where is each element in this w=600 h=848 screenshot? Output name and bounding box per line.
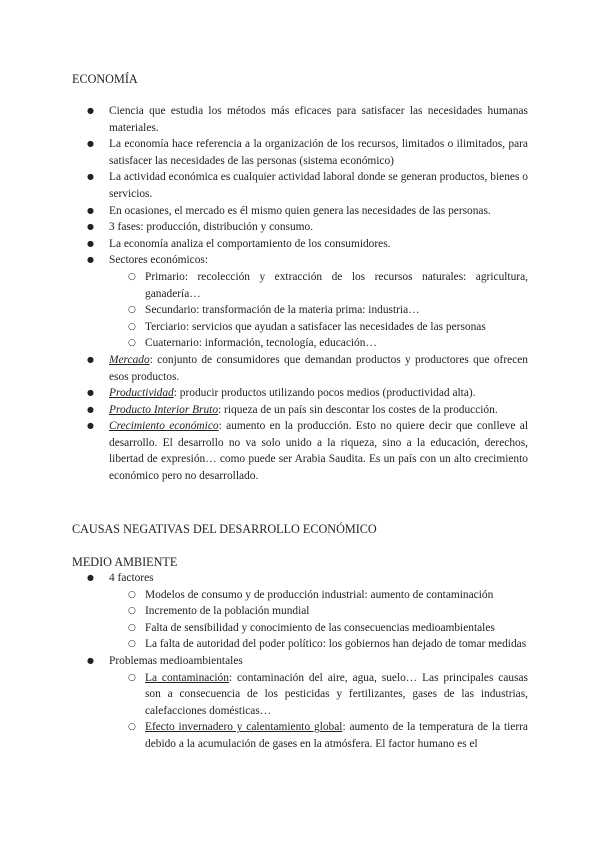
term-pib: Producto Interior Bruto xyxy=(109,403,219,416)
sub-list-item: ○ Incremento de la población mundial xyxy=(109,603,528,620)
sub-list-item-efecto-invernadero xyxy=(109,719,528,752)
sub-list-item: ○ La falta de autoridad del poder político: los gobiernos han dejado de tomar medidas xyxy=(109,636,528,653)
sub-list-item-contaminacion xyxy=(109,670,528,720)
list-item-factores xyxy=(72,570,528,653)
economia-list xyxy=(72,103,528,485)
list-item: ● La economía hace referencia a la organización de los recursos, limitados o ilimitados, para satisfacer las necesidades de las personas (sistema económico) xyxy=(72,136,528,169)
section-heading-economia: ECONOMÍA xyxy=(72,72,138,86)
problemas-label: Problemas medioambientales xyxy=(109,654,243,667)
factores-label: 4 factores xyxy=(109,572,154,584)
term-mercado: Mercado xyxy=(109,353,150,366)
list-item: ● La actividad económica es cualquier actividad laboral donde se generan productos, bienes o servicios. xyxy=(72,169,528,202)
sub-list-item: ○ Terciario: servicios que ayudan a satisfacer las necesidades de las personas xyxy=(109,319,528,336)
definition-item-crecimiento xyxy=(72,418,528,484)
sub-list-item: ○ Cuaternario: información, tecnología, educación… xyxy=(109,335,528,352)
definition-item-mercado xyxy=(72,352,528,385)
list-item: ● Ciencia que estudia los métodos más eficaces para satisfacer las necesidades humanas materiales. xyxy=(72,103,528,136)
definition-item-productividad xyxy=(72,385,528,402)
list-item-sectores xyxy=(72,252,528,352)
subheading-medio-ambiente: MEDIO AMBIENTE xyxy=(72,555,178,569)
list-item-problemas xyxy=(72,653,528,753)
definition-text: : producir productos utilizando pocos medios (productividad alta). xyxy=(173,387,476,400)
definition-text: : conjunto de consumidores que demandan productos y productores que ofrecen esos productos. xyxy=(109,353,528,383)
problemas-list xyxy=(109,670,528,753)
definition-item-pib xyxy=(72,402,528,419)
section-heading-causas: CAUSAS NEGATIVAS DEL DESARROLLO ECONÓMICO xyxy=(72,522,377,536)
causas-list xyxy=(72,570,528,753)
sub-list-item: ○ Modelos de consumo y de producción industrial: aumento de contaminación xyxy=(109,587,528,604)
list-item: ● 3 fases: producción, distribución y consumo. xyxy=(72,219,528,236)
term-efecto-invernadero: Efecto invernadero y calentamiento global xyxy=(145,721,343,734)
sub-list-item: ○ Falta de sensibilidad y conocimiento de las consecuencias medioambientales xyxy=(109,620,528,637)
list-item: ● En ocasiones, el mercado es él mismo quien genera las necesidades de las personas. xyxy=(72,203,528,220)
sub-list-item: ○ Secundario: transformación de la materia prima: industria… xyxy=(109,302,528,319)
list-item: ● La economía analiza el comportamiento de los consumidores. xyxy=(72,236,528,253)
factores-list xyxy=(109,587,528,653)
term-crecimiento-economico: Crecimiento económico xyxy=(109,420,219,433)
definition-text: : riqueza de un país sin descontar los costes de la producción. xyxy=(218,403,498,416)
definition-text: : aumento en la producción. Esto no quiere decir que conlleve al desarrollo. El desarrollo no va solo unido a la riqueza, sino a la educación, derechos, libertad de expresión… como puede ser Arabia Saudita. Es un país con un alto crecimiento económico pero no desarrollado. xyxy=(109,420,528,483)
sectores-label: Sectores económicos: xyxy=(109,254,209,267)
definition-text: : aumento de la temperatura de la tierra debido a la acumulación de gases en la atmósfera. El factor humano es el xyxy=(145,721,528,750)
term-productividad: Productividad xyxy=(109,387,174,400)
sub-list-item: ○ Primario: recolección y extracción de los recursos naturales: agricultura, ganadería… xyxy=(109,269,528,302)
definition-text: : contaminación del aire, agua, suelo… Las principales causas son a consecuencia de los pesticidas y fertilizantes, gases de las industrias, calefacciones domésticas… xyxy=(145,671,528,717)
term-contaminacion: La contaminación xyxy=(145,671,229,684)
sectores-list xyxy=(109,269,528,352)
